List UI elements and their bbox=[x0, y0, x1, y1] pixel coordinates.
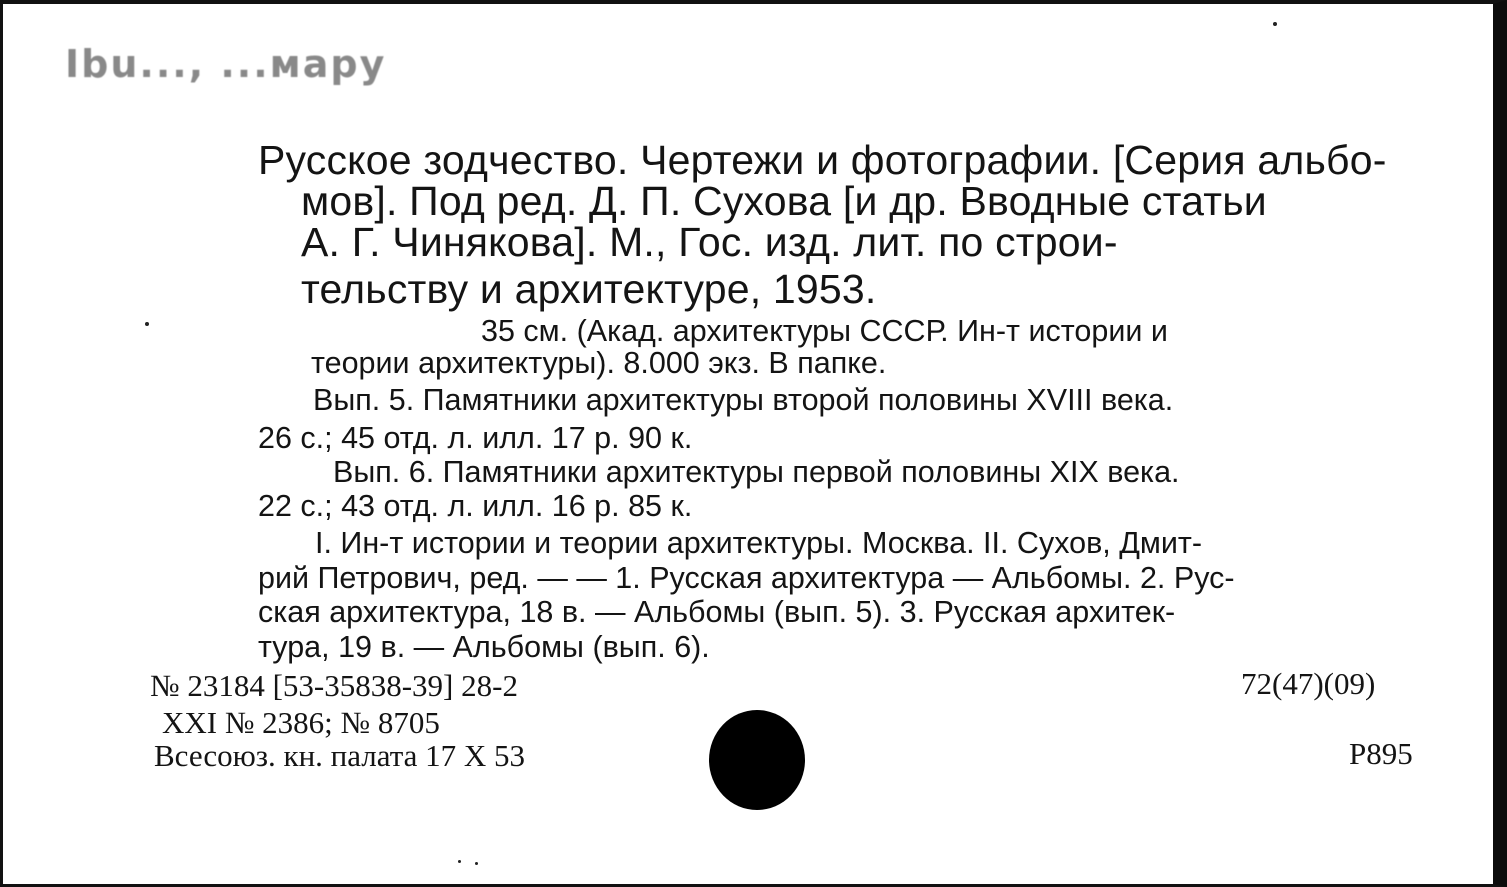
volume5-line-2-text: 26 с.; 45 отд. л. илл. 17 р. 90 к. bbox=[258, 421, 693, 455]
title-line-2 bbox=[301, 178, 1267, 224]
ink-speck bbox=[145, 322, 149, 326]
volume6-line-1 bbox=[333, 457, 1180, 488]
description-line-2 bbox=[311, 348, 886, 379]
book-chamber: Всесоюз. кн. палата 17 X 53 bbox=[154, 738, 526, 773]
title-line-2-text: мов]. Под ред. Д. П. Сухова [и др. Вводные статьи bbox=[301, 178, 1267, 224]
ink-speck bbox=[475, 862, 478, 865]
title-line-4 bbox=[301, 266, 877, 312]
ink-speck bbox=[1273, 22, 1277, 26]
subject-line-2 bbox=[258, 563, 1235, 594]
udc-code: 72(47)(09) bbox=[1241, 666, 1376, 701]
punch-hole bbox=[709, 710, 805, 810]
subject-line-3-text: ская архитектура, 18 в. — Альбомы (вып. 5). 3. Русская архитек- bbox=[258, 595, 1176, 629]
volume6-line-1-text: Вып. 6. Памятники архитектуры первой половины XIX века. bbox=[333, 455, 1180, 489]
subject-line-1 bbox=[315, 528, 1202, 559]
volume5-line-1 bbox=[313, 385, 1173, 416]
title-line-3 bbox=[301, 219, 1118, 265]
subject-line-1-text: I. Ин-т истории и теории архитектуры. Москва. II. Сухов, Дмит- bbox=[315, 526, 1203, 560]
handwritten-header: Ibu..., ...мару bbox=[65, 42, 387, 86]
ink-speck bbox=[458, 860, 461, 863]
title-line-3-text: А. Г. Чинякова]. М., Гос. изд. лит. по строи- bbox=[301, 219, 1118, 265]
catalog-code: Р895 bbox=[1349, 736, 1413, 771]
subject-line-4-text: тура, 19 в. — Альбомы (вып. 6). bbox=[258, 630, 710, 664]
title-line-1-text: Русское зодчество. Чертежи и фотографии. [Серия альбо- bbox=[258, 137, 1387, 183]
description-line-1 bbox=[481, 316, 1168, 347]
title-line-1 bbox=[258, 137, 1387, 183]
volume6-line-2-text: 22 с.; 43 отд. л. илл. 16 р. 85 к. bbox=[258, 489, 693, 523]
volume6-line-2 bbox=[258, 491, 692, 522]
title-line-4-text: тельству и архитектуре, 1953. bbox=[301, 266, 877, 312]
subject-line-2-text: рий Петрович, ред. — — 1. Русская архитектура — Альбомы. 2. Рус- bbox=[258, 561, 1235, 595]
record-number: № 23184 [53-35838-39] 28-2 bbox=[150, 668, 518, 703]
description-line-1-text: 35 см. (Акад. архитектуры СССР. Ин-т истории и bbox=[481, 314, 1168, 348]
subject-line-3 bbox=[258, 597, 1175, 628]
volume5-line-2 bbox=[258, 423, 692, 454]
volume5-line-1-text: Вып. 5. Памятники архитектуры второй половины XVIII века. bbox=[313, 383, 1174, 417]
registry-numbers: XXI № 2386; № 8705 bbox=[162, 705, 440, 740]
subject-line-4 bbox=[258, 632, 710, 663]
description-line-2-text: теории архитектуры). 8.000 экз. В папке. bbox=[311, 346, 887, 380]
